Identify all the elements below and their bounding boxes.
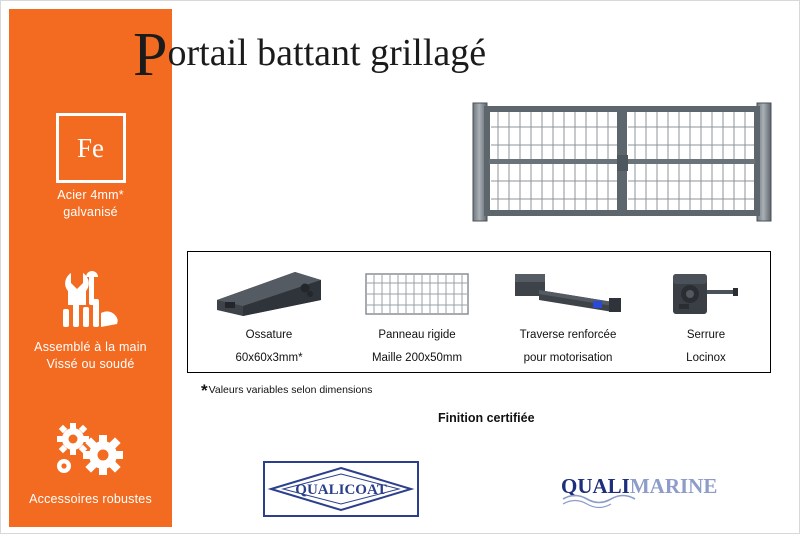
component-frame-line2: 60x60x3mm* [235,352,303,364]
feature-assembly-line2: Vissé ou soudé [46,357,135,371]
footnote-star: * [201,381,208,400]
feature-accessories [9,413,172,508]
wrench-hand-tools-icon [9,261,172,339]
footnote [201,381,372,401]
component-frame-line1: Ossature [245,329,293,341]
rigid-panel-icon [342,252,492,320]
component-lock [646,252,766,374]
title-rest: ortail battant grillagé [167,32,487,74]
component-lock-line1: Serrure [686,329,726,341]
title-dropcap: P [133,21,168,89]
component-crossbar [488,252,648,374]
feature-assembly [9,261,172,373]
components-box [187,251,771,373]
component-panel-line2: Maille 200x50mm [371,352,463,364]
footnote-text: Valeurs variables selon dimensions [208,384,373,396]
frame-profile-icon-svg [209,266,329,320]
qualicoat-logo-svg [268,465,414,513]
finition-label: Finition certifiée [438,411,535,425]
page-title [133,21,487,89]
qualimarine-logo-svg [561,469,718,509]
feature-steel [9,109,172,221]
feature-accessories-line1: Accessoires robustes [29,492,152,506]
component-crossbar-line1: Traverse renforcée [519,329,617,341]
rigid-panel-icon-svg [363,270,471,320]
swing-gate-illustration [467,87,777,227]
qualimarine-logo [561,469,718,509]
feature-steel-line1: Acier 4mm* [57,188,124,202]
feature-steel-line2: galvanisé [63,205,118,219]
reinforced-crossbar-icon [488,252,648,320]
lock-icon [646,252,766,320]
reinforced-crossbar-icon-svg [509,268,627,320]
component-panel-line1: Panneau rigide [378,329,456,341]
lock-icon-svg [663,268,749,320]
gears-icon-svg [51,421,131,483]
wrench-hand-tools-icon-svg [55,269,127,331]
qualicoat-logo-text: QUALICOAT [295,482,387,498]
component-crossbar-line2: pour motorisation [523,352,613,364]
component-lock-line2: Locinox [686,352,726,364]
component-panel [342,252,492,374]
qualicoat-logo [263,461,419,517]
swing-gate-illustration-svg [467,87,777,227]
fe-square-icon [9,109,172,187]
frame-profile-icon [194,252,344,320]
component-frame [194,252,344,374]
qualimarine-logo-text-a: QUALIMARINE [561,474,718,498]
gears-icon [9,413,172,491]
feature-assembly-line1: Assemblé à la main [34,340,147,354]
fe-badge-label: Fe [56,113,126,183]
